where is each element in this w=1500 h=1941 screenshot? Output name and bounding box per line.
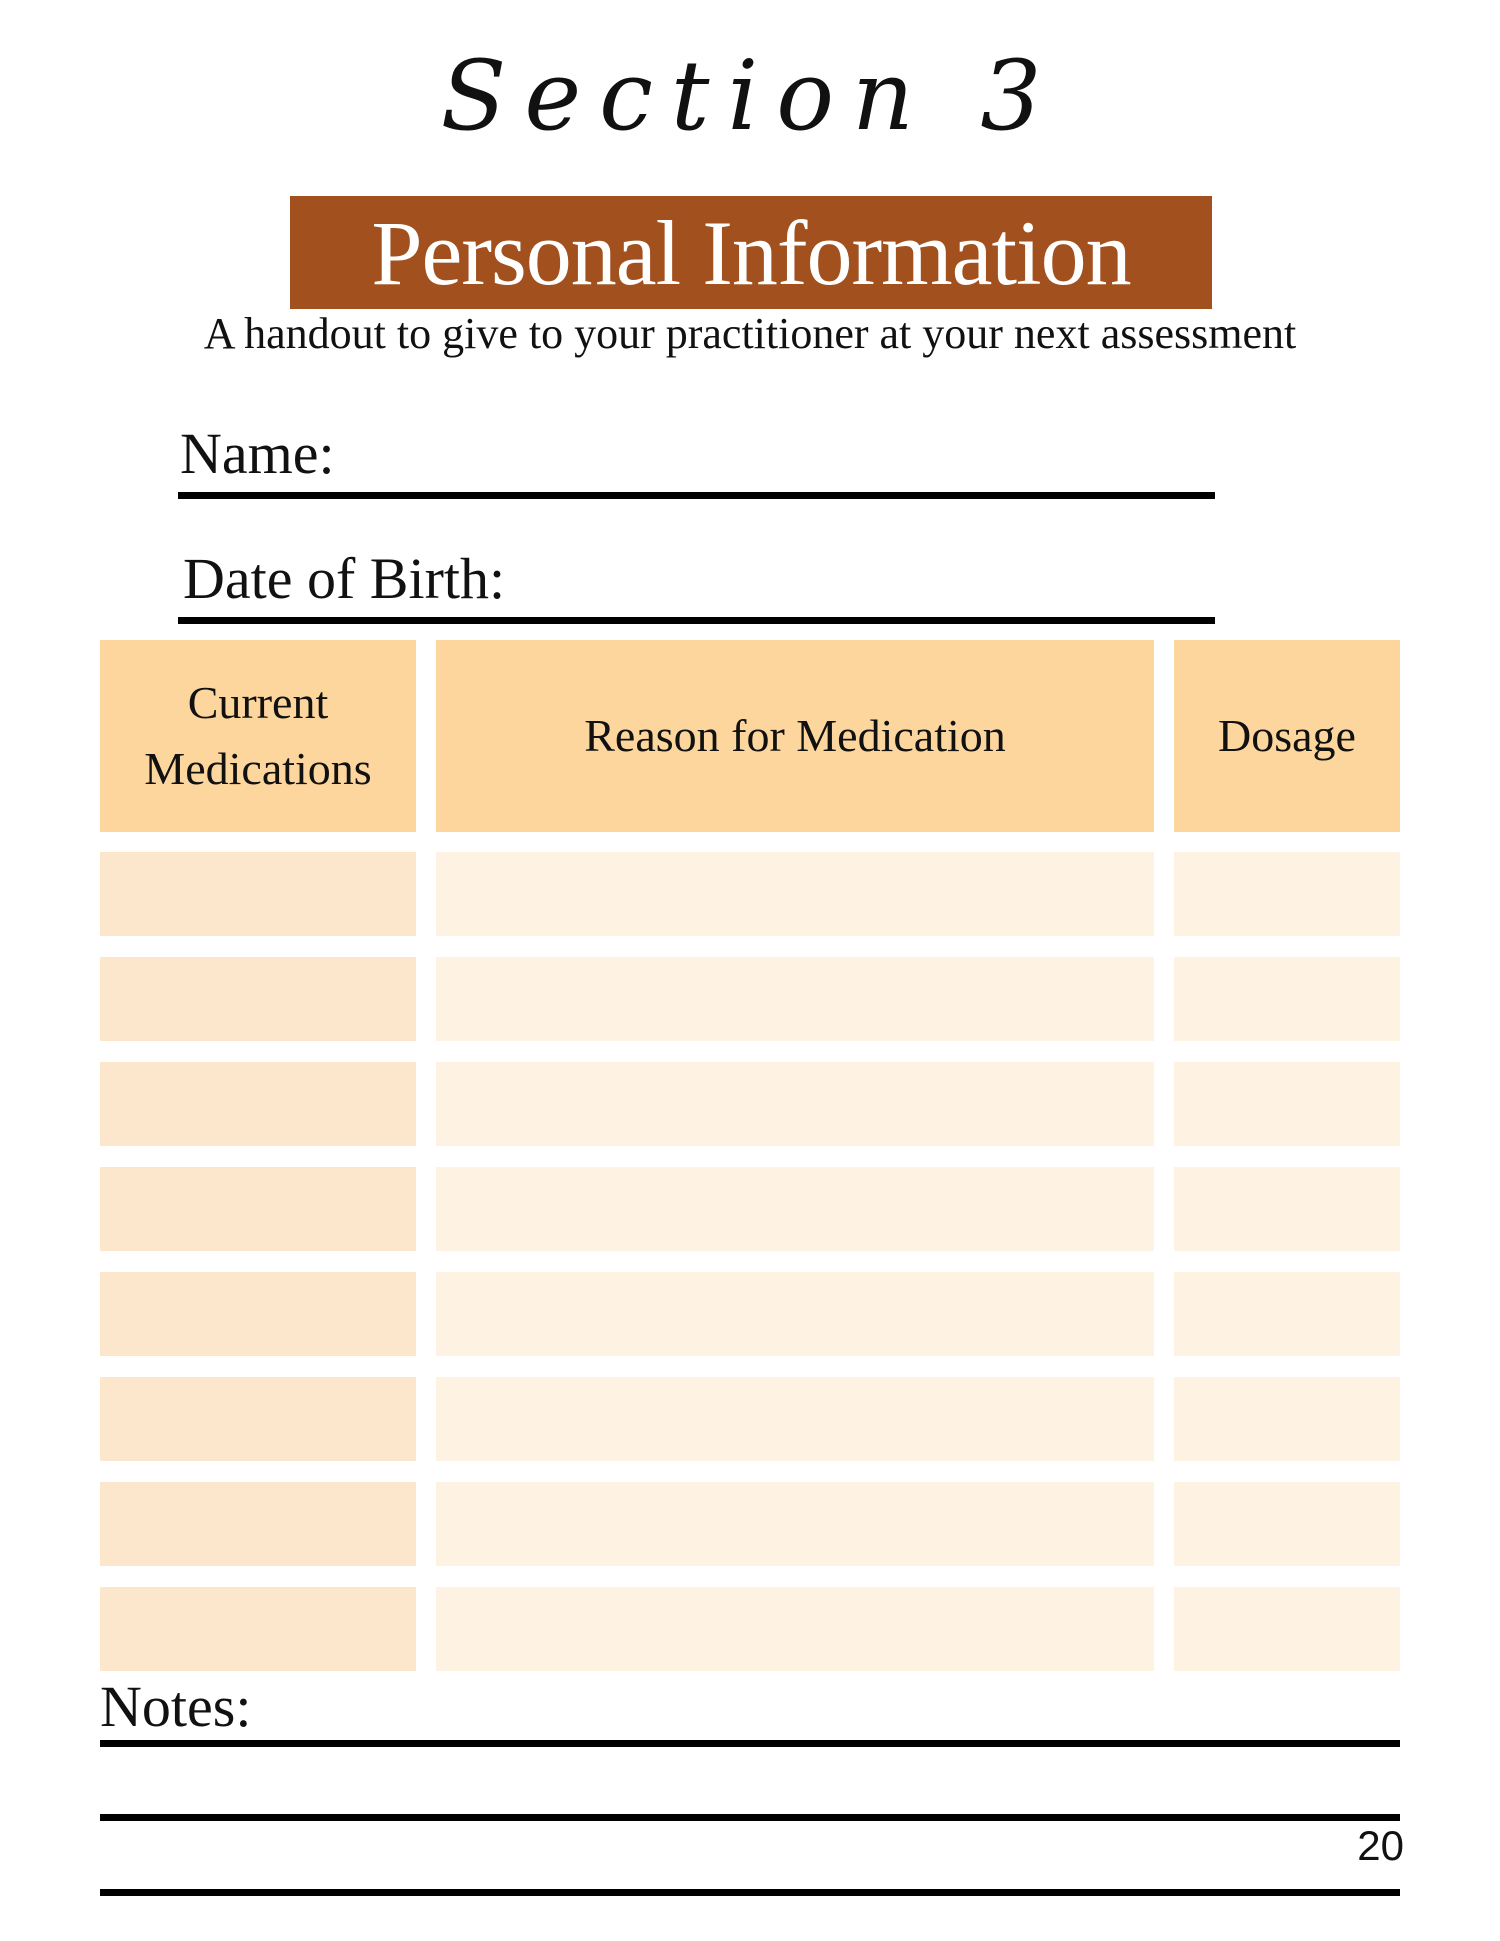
column-header-label: Reason for Medication: [584, 710, 1006, 761]
table-cell-medication[interactable]: [100, 1377, 416, 1461]
table-cell-reason[interactable]: [436, 1272, 1154, 1356]
table-cell-reason[interactable]: [436, 1587, 1154, 1671]
dob-label: Date of Birth:: [183, 546, 506, 611]
table-cell-dosage[interactable]: [1174, 1167, 1400, 1251]
table-cell-reason[interactable]: [436, 1167, 1154, 1251]
column-header-label: Current Medications: [144, 677, 372, 794]
table-cell-reason[interactable]: [436, 1482, 1154, 1566]
table-cell-medication[interactable]: [100, 1167, 416, 1251]
table-cell-medication[interactable]: [100, 852, 416, 936]
table-cell-reason[interactable]: [436, 1062, 1154, 1146]
table-cell-medication[interactable]: [100, 1587, 416, 1671]
page-subtitle: A handout to give to your practitioner at your next assessment: [203, 309, 1297, 358]
column-header-label: Dosage: [1218, 710, 1356, 761]
notes-line[interactable]: [100, 1889, 1400, 1896]
notes-line[interactable]: [100, 1740, 1400, 1747]
title-banner: [290, 196, 1212, 309]
dob-field[interactable]: [178, 617, 1215, 624]
table-cell-dosage[interactable]: [1174, 957, 1400, 1041]
table-cell-medication[interactable]: [100, 1062, 416, 1146]
table-cell-reason[interactable]: [436, 957, 1154, 1041]
table-cell-reason[interactable]: [436, 1377, 1154, 1461]
table-cell-dosage[interactable]: [1174, 1272, 1400, 1356]
section-label: Section 3: [440, 40, 1060, 152]
table-cell-dosage[interactable]: [1174, 1587, 1400, 1671]
notes-label: Notes:: [100, 1674, 252, 1739]
table-cell-dosage[interactable]: [1174, 1062, 1400, 1146]
table-cell-reason[interactable]: [436, 852, 1154, 936]
name-label: Name:: [180, 421, 335, 486]
table-cell-medication[interactable]: [100, 1272, 416, 1356]
column-header-dosage: [1174, 640, 1400, 832]
table-cell-medication[interactable]: [100, 957, 416, 1041]
column-header-current-medications: [100, 640, 416, 832]
notes-line[interactable]: [100, 1814, 1400, 1821]
page-title: Personal Information: [371, 201, 1131, 304]
table-cell-medication[interactable]: [100, 1482, 416, 1566]
page-number: 20: [1357, 1822, 1404, 1869]
table-cell-dosage[interactable]: [1174, 1377, 1400, 1461]
name-field[interactable]: [178, 492, 1215, 499]
table-cell-dosage[interactable]: [1174, 852, 1400, 936]
table-cell-dosage[interactable]: [1174, 1482, 1400, 1566]
column-header-reason: [436, 640, 1154, 832]
